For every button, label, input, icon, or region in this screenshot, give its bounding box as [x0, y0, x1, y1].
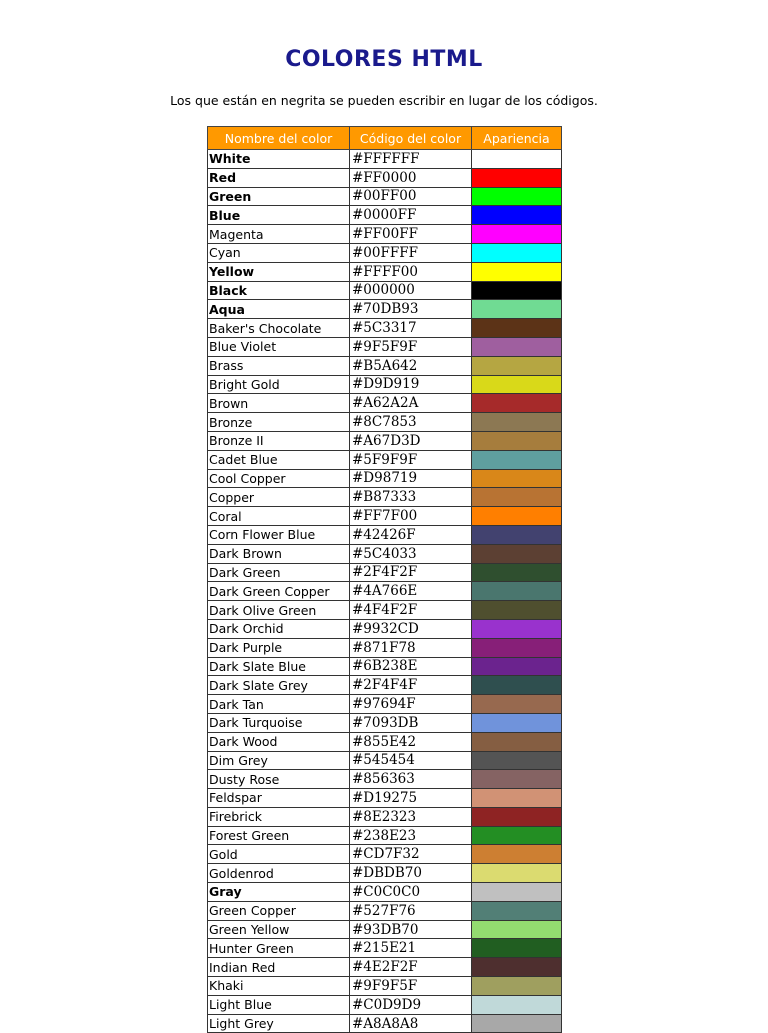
color-name-cell: Gray [208, 883, 350, 902]
color-name-cell: Green [208, 187, 350, 206]
color-code-cell: #6B238E [350, 657, 472, 676]
table-row [208, 920, 562, 939]
color-name-cell: Dark Green Copper [208, 582, 350, 601]
color-name-cell: Light Blue [208, 995, 350, 1014]
color-name-cell: Dark Turquoise [208, 713, 350, 732]
table-row [208, 356, 562, 375]
color-swatch-cell [472, 995, 562, 1014]
table-row [208, 713, 562, 732]
color-swatch-cell [472, 206, 562, 225]
color-code-cell: #B87333 [350, 488, 472, 507]
table-row [208, 431, 562, 450]
table-row [208, 789, 562, 808]
color-name-cell: Dim Grey [208, 751, 350, 770]
color-name-cell: Hunter Green [208, 939, 350, 958]
color-code-cell: #A8A8A8 [350, 1014, 472, 1033]
color-code-cell: #FFFFFF [350, 150, 472, 169]
page-subtitle: Los que están en negrita se pueden escribir en lugar de los códigos. [170, 93, 598, 108]
table-row [208, 281, 562, 300]
table-row [208, 939, 562, 958]
color-swatch-cell [472, 807, 562, 826]
color-code-cell: #9932CD [350, 619, 472, 638]
table-row [208, 413, 562, 432]
table-row [208, 751, 562, 770]
table-row [208, 394, 562, 413]
table-row [208, 300, 562, 319]
color-code-cell: #B5A642 [350, 356, 472, 375]
color-name-cell: Dark Olive Green [208, 601, 350, 620]
table-row [208, 845, 562, 864]
table-row [208, 582, 562, 601]
color-code-cell: #0000FF [350, 206, 472, 225]
color-name-cell: Baker's Chocolate [208, 319, 350, 338]
color-name-cell: Dark Wood [208, 732, 350, 751]
color-name-cell: Corn Flower Blue [208, 525, 350, 544]
color-code-cell: #C0C0C0 [350, 883, 472, 902]
color-swatch-cell [472, 525, 562, 544]
color-swatch-cell [472, 958, 562, 977]
color-table [207, 126, 562, 1033]
color-code-cell: #856363 [350, 770, 472, 789]
color-swatch-cell [472, 225, 562, 244]
color-code-cell: #4E2F2F [350, 958, 472, 977]
color-swatch-cell [472, 150, 562, 169]
color-swatch-cell [472, 582, 562, 601]
table-row [208, 206, 562, 225]
table-row [208, 995, 562, 1014]
color-code-cell: #215E21 [350, 939, 472, 958]
color-name-cell: Brass [208, 356, 350, 375]
color-name-cell: Dark Purple [208, 638, 350, 657]
table-row [208, 563, 562, 582]
table-row [208, 337, 562, 356]
color-name-cell: White [208, 150, 350, 169]
color-swatch-cell [472, 394, 562, 413]
color-name-cell: Dusty Rose [208, 770, 350, 789]
color-swatch-cell [472, 356, 562, 375]
color-swatch-cell [472, 300, 562, 319]
color-swatch-cell [472, 657, 562, 676]
color-swatch-cell [472, 676, 562, 695]
table-row [208, 262, 562, 281]
color-swatch-cell [472, 977, 562, 996]
color-code-cell: #5F9F9F [350, 450, 472, 469]
color-swatch-cell [472, 431, 562, 450]
table-row [208, 958, 562, 977]
color-code-cell: #4A766E [350, 582, 472, 601]
color-code-cell: #9F5F9F [350, 337, 472, 356]
table-row [208, 770, 562, 789]
color-code-cell: #5C3317 [350, 319, 472, 338]
color-swatch-cell [472, 920, 562, 939]
color-code-cell: #D19275 [350, 789, 472, 808]
color-swatch-cell [472, 751, 562, 770]
color-code-cell: #FF7F00 [350, 507, 472, 526]
color-name-cell: Blue Violet [208, 337, 350, 356]
color-code-cell: #70DB93 [350, 300, 472, 319]
table-header [208, 127, 562, 150]
color-swatch-cell [472, 413, 562, 432]
table-row [208, 977, 562, 996]
header-row [208, 127, 562, 150]
color-code-cell: #855E42 [350, 732, 472, 751]
color-name-cell: Blue [208, 206, 350, 225]
table-row [208, 225, 562, 244]
color-code-cell: #545454 [350, 751, 472, 770]
color-name-cell: Brown [208, 394, 350, 413]
table-row [208, 732, 562, 751]
color-code-cell: #93DB70 [350, 920, 472, 939]
color-code-cell: #000000 [350, 281, 472, 300]
color-swatch-cell [472, 262, 562, 281]
table-row [208, 619, 562, 638]
color-swatch-cell [472, 375, 562, 394]
color-name-cell: Yellow [208, 262, 350, 281]
color-table-container [207, 126, 562, 1033]
table-row [208, 544, 562, 563]
color-swatch-cell [472, 319, 562, 338]
table-row [208, 657, 562, 676]
color-swatch-cell [472, 469, 562, 488]
table-row [208, 507, 562, 526]
color-code-cell: #7093DB [350, 713, 472, 732]
table-row [208, 883, 562, 902]
color-code-cell: #238E23 [350, 826, 472, 845]
color-code-cell: #00FF00 [350, 187, 472, 206]
color-swatch-cell [472, 337, 562, 356]
color-code-cell: #5C4033 [350, 544, 472, 563]
color-name-cell: Indian Red [208, 958, 350, 977]
color-name-cell: Copper [208, 488, 350, 507]
color-code-cell: #A67D3D [350, 431, 472, 450]
table-row [208, 319, 562, 338]
color-name-cell: Dark Slate Grey [208, 676, 350, 695]
color-name-cell: Light Grey [208, 1014, 350, 1033]
color-code-cell: #2F4F2F [350, 563, 472, 582]
table-row [208, 375, 562, 394]
table-row [208, 525, 562, 544]
color-name-cell: Dark Green [208, 563, 350, 582]
color-swatch-cell [472, 732, 562, 751]
color-swatch-cell [472, 638, 562, 657]
color-swatch-cell [472, 187, 562, 206]
color-name-cell: Bronze II [208, 431, 350, 450]
color-name-cell: Aqua [208, 300, 350, 319]
color-name-cell: Magenta [208, 225, 350, 244]
color-name-cell: Firebrick [208, 807, 350, 826]
color-name-cell: Cool Copper [208, 469, 350, 488]
color-name-cell: Red [208, 168, 350, 187]
header-appearance: Apariencia [472, 127, 562, 150]
color-swatch-cell [472, 883, 562, 902]
color-code-cell: #CD7F32 [350, 845, 472, 864]
color-name-cell: Forest Green [208, 826, 350, 845]
table-row [208, 826, 562, 845]
color-code-cell: #871F78 [350, 638, 472, 657]
color-swatch-cell [472, 695, 562, 714]
color-swatch-cell [472, 826, 562, 845]
color-swatch-cell [472, 281, 562, 300]
table-row [208, 168, 562, 187]
table-row [208, 469, 562, 488]
table-row [208, 638, 562, 657]
table-row [208, 187, 562, 206]
color-name-cell: Cyan [208, 243, 350, 262]
page-title: COLORES HTML [285, 47, 483, 72]
color-code-cell: #FF0000 [350, 168, 472, 187]
color-name-cell: Dark Tan [208, 695, 350, 714]
table-row [208, 150, 562, 169]
color-swatch-cell [472, 789, 562, 808]
color-swatch-cell [472, 713, 562, 732]
color-code-cell: #C0D9D9 [350, 995, 472, 1014]
color-code-cell: #527F76 [350, 901, 472, 920]
color-name-cell: Black [208, 281, 350, 300]
color-code-cell: #9F9F5F [350, 977, 472, 996]
color-name-cell: Khaki [208, 977, 350, 996]
color-code-cell: #A62A2A [350, 394, 472, 413]
color-swatch-cell [472, 901, 562, 920]
color-swatch-cell [472, 619, 562, 638]
color-swatch-cell [472, 563, 562, 582]
color-swatch-cell [472, 845, 562, 864]
color-name-cell: Dark Brown [208, 544, 350, 563]
color-swatch-cell [472, 243, 562, 262]
table-row [208, 243, 562, 262]
color-name-cell: Dark Slate Blue [208, 657, 350, 676]
color-swatch-cell [472, 770, 562, 789]
table-row [208, 601, 562, 620]
color-name-cell: Dark Orchid [208, 619, 350, 638]
table-row [208, 807, 562, 826]
color-code-cell: #97694F [350, 695, 472, 714]
color-name-cell: Bright Gold [208, 375, 350, 394]
color-name-cell: Bronze [208, 413, 350, 432]
color-name-cell: Goldenrod [208, 864, 350, 883]
color-name-cell: Cadet Blue [208, 450, 350, 469]
color-code-cell: #D9D919 [350, 375, 472, 394]
table-row [208, 676, 562, 695]
color-code-cell: #D98719 [350, 469, 472, 488]
color-swatch-cell [472, 507, 562, 526]
color-name-cell: Green Yellow [208, 920, 350, 939]
color-code-cell: #42426F [350, 525, 472, 544]
color-code-cell: #8E2323 [350, 807, 472, 826]
table-row [208, 450, 562, 469]
color-swatch-cell [472, 864, 562, 883]
color-name-cell: Feldspar [208, 789, 350, 808]
color-code-cell: #4F4F2F [350, 601, 472, 620]
color-swatch-cell [472, 168, 562, 187]
color-swatch-cell [472, 488, 562, 507]
color-code-cell: #8C7853 [350, 413, 472, 432]
table-body [208, 150, 562, 1033]
color-code-cell: #2F4F4F [350, 676, 472, 695]
color-swatch-cell [472, 939, 562, 958]
color-name-cell: Coral [208, 507, 350, 526]
color-swatch-cell [472, 601, 562, 620]
color-code-cell: #00FFFF [350, 243, 472, 262]
table-row [208, 901, 562, 920]
color-name-cell: Gold [208, 845, 350, 864]
color-name-cell: Green Copper [208, 901, 350, 920]
header-color-name: Nombre del color [208, 127, 350, 150]
color-swatch-cell [472, 450, 562, 469]
color-code-cell: #FF00FF [350, 225, 472, 244]
color-code-cell: #FFFF00 [350, 262, 472, 281]
table-row [208, 488, 562, 507]
color-code-cell: #DBDB70 [350, 864, 472, 883]
table-row [208, 695, 562, 714]
table-row [208, 864, 562, 883]
header-color-code: Código del color [350, 127, 472, 150]
color-swatch-cell [472, 544, 562, 563]
